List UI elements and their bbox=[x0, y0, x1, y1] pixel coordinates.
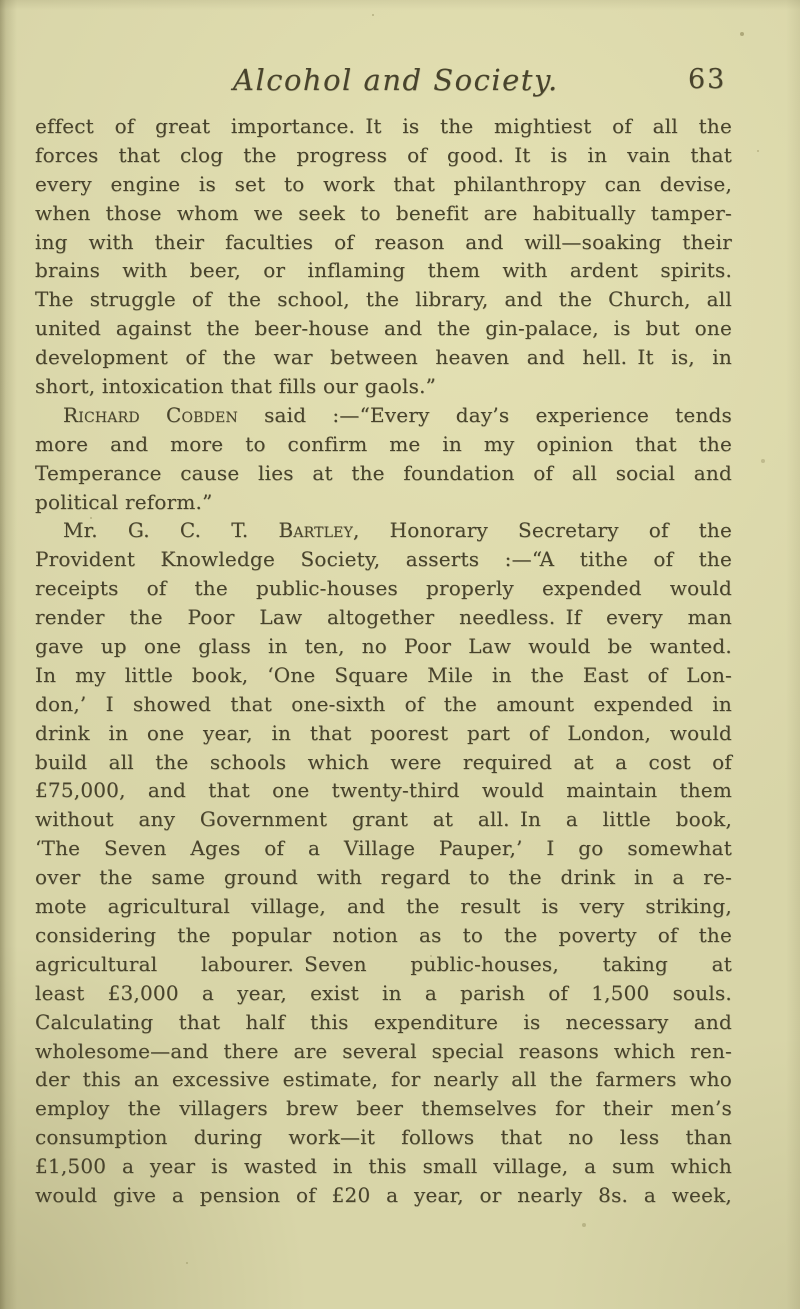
text-line: more and more to confirm me in my opinion that the bbox=[35, 431, 732, 456]
text-line: would give a pension of £20 a year, or nearly 8s. a week, bbox=[35, 1182, 732, 1207]
text-line: wholesome—and there are several special reasons which ren- bbox=[35, 1038, 732, 1063]
text-line: drink in one year, in that poorest part of London, would bbox=[35, 720, 732, 745]
text-line: united against the beer-house and the gin-palace, is but one bbox=[35, 316, 732, 341]
text-line: development of the war between heaven and hell. It is, in bbox=[35, 345, 732, 370]
text-line: render the Poor Law altogether needless. If every man bbox=[35, 605, 732, 630]
text-line: least £3,000 a year, exist in a parish of 1,500 souls. bbox=[35, 980, 732, 1005]
text-line: don,’ I showed that one-sixth of the amount expended in bbox=[35, 691, 732, 716]
text-line: ‘The Seven Ages of a Village Pauper,’ I go somewhat bbox=[35, 836, 732, 861]
text-line: mote agricultural village, and the result is very striking, bbox=[35, 894, 732, 919]
text-line: brains with beer, or inflaming them with ardent spirits. bbox=[35, 258, 732, 283]
page-number: 63 bbox=[688, 64, 727, 95]
text-line: short, intoxication that fills our gaols.” bbox=[35, 374, 437, 399]
text-line: build all the schools which were required at a cost of bbox=[35, 749, 732, 774]
text-line: £75,000, and that one twenty-third would maintain them bbox=[35, 778, 732, 803]
text-line: Provident Knowledge Society, asserts :—“A tithe of the bbox=[35, 547, 732, 572]
text-line: over the same ground with regard to the drink in a re- bbox=[35, 865, 732, 890]
text-line: Mr. G. C. T. Bartley, Honorary Secretary of the bbox=[63, 518, 733, 543]
text-line: Calculating that half this expenditure is necessary and bbox=[35, 1009, 732, 1034]
text-line: effect of great importance. It is the mightiest of all the bbox=[35, 114, 732, 138]
text-line: Richard Cobden said :—“Every day’s experience tends bbox=[63, 402, 733, 427]
text-line: every engine is set to work that philanthropy can devise, bbox=[35, 171, 732, 196]
text-line: employ the villagers brew beer themselves for their men’s bbox=[35, 1096, 732, 1121]
page-title: Alcohol and Society. bbox=[233, 63, 559, 97]
body-text bbox=[35, 112, 732, 1210]
text-line: without any Government grant at all. In a little book, bbox=[35, 807, 732, 832]
text-line: forces that clog the progress of good. It is in vain that bbox=[35, 142, 732, 167]
text-line: In my little book, ‘One Square Mile in the East of Lon- bbox=[35, 662, 732, 687]
text-line: gave up one glass in ten, no Poor Law would be wanted. bbox=[35, 634, 732, 659]
paper-specks bbox=[0, 0, 2, 2]
text-line: political reform.” bbox=[35, 489, 213, 514]
text-line: when those whom we seek to benefit are habitually tamper- bbox=[35, 200, 732, 225]
text-line: agricultural labourer. Seven public-houses, taking at bbox=[35, 951, 732, 976]
small-caps-name: Bartley bbox=[278, 518, 354, 543]
text-line: ing with their faculties of reason and will—soaking their bbox=[35, 229, 732, 254]
small-caps-name: Richard Cobden bbox=[63, 402, 238, 427]
text-line: consumption during work—it follows that no less than bbox=[35, 1125, 732, 1150]
text-line: der this an excessive estimate, for nearly all the farmers who bbox=[35, 1067, 732, 1092]
text-line: £1,500 a year is wasted in this small village, a sum which bbox=[35, 1154, 732, 1179]
text-line: receipts of the public-houses properly expended would bbox=[35, 576, 732, 601]
text-line: considering the popular notion as to the poverty of the bbox=[35, 922, 732, 947]
text-line: The struggle of the school, the library, and the Church, all bbox=[35, 287, 732, 312]
text-line: Temperance cause lies at the foundation of all social and bbox=[35, 460, 732, 485]
